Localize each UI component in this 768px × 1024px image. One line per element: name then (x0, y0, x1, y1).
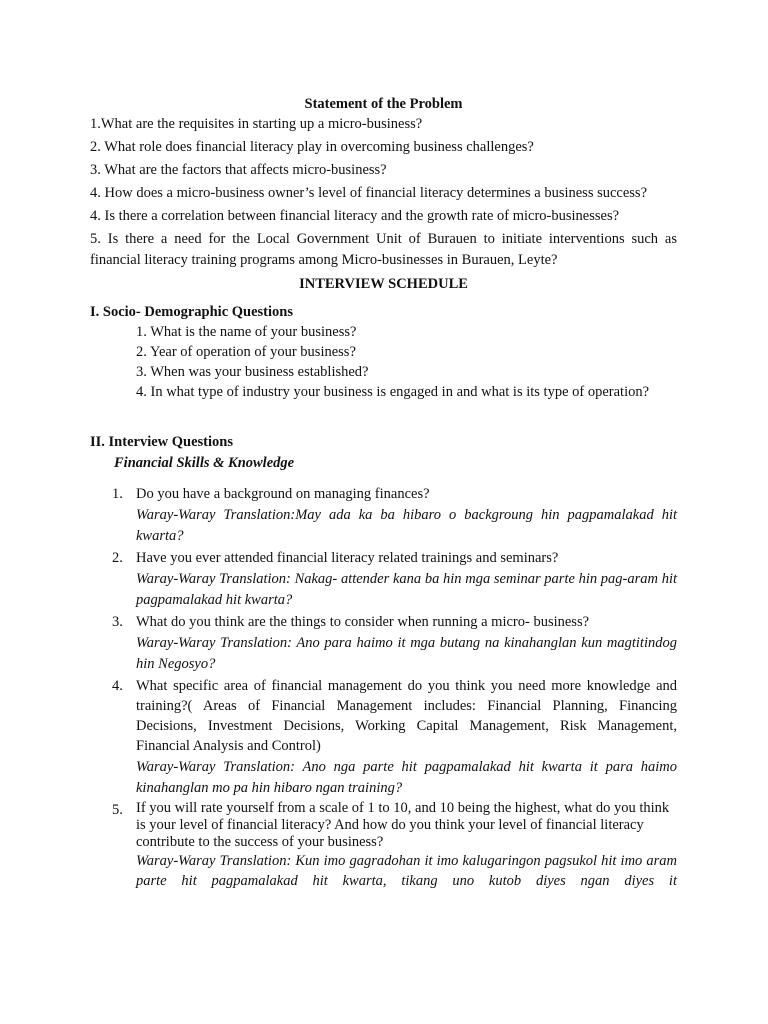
question-number: 5. (112, 802, 123, 818)
interview-question (90, 676, 677, 798)
interview-question (90, 484, 677, 546)
question-text: What specific area of financial management do you think you need more knowledge and training?( Areas of Financial Management includes: Financial Planning, Financing Decisions, Investment Decisions, Working Capital Management, Risk Management, Financial Analysis and Control) (136, 678, 677, 754)
socio-heading: I. Socio- Demographic Questions (90, 304, 293, 320)
question-number: 3. (112, 614, 123, 630)
question-translation: Waray-Waray Translation: Nakag- attender kana ba hin mga seminar parte hin pag-aram hit pagpamalakad hit kwarta? (136, 571, 677, 608)
interview-question (90, 612, 677, 674)
socio-item: 2. Year of operation of your business? (136, 344, 356, 360)
problem-item-1: 1.What are the requisites in starting up a micro-business? (90, 116, 423, 132)
socio-item: 1. What is the name of your business? (136, 324, 357, 340)
question-translation: Waray-Waray Translation: Kun imo gagradohan it imo kalugaringon pagsukol hit imo aram parte hit pagpamalakad hit kwarta, tikang uno kutob diyes ngan diyes it (136, 853, 677, 889)
question-number: 1. (112, 486, 123, 502)
financial-skills-subheading: Financial Skills & Knowledge (114, 455, 295, 471)
question-translation: Waray-Waray Translation: Ano nga parte hit pagpamalakad hit kwarta it para haimo kinahanglan mo pa hin hibaro ngan training? (136, 759, 677, 796)
question-translation: Waray-Waray Translation: Ano para haimo it mga butang na kinahanglan kun magtitindog hin Negosyo? (136, 635, 677, 672)
question-number: 2. (112, 550, 123, 566)
socio-list (90, 322, 677, 402)
question-text: Do you have a background on managing finances? (136, 486, 430, 502)
question-number: 4. (112, 678, 123, 694)
question-translation: Waray-Waray Translation:May ada ka ba hibaro o backgroung hin pagpamalakad hit kwarta? (136, 507, 677, 544)
problem-item-5: 4. Is there a correlation between financial literacy and the growth rate of micro-businesses? (90, 208, 620, 224)
question-text: What do you think are the things to consider when running a micro- business? (136, 614, 590, 630)
problem-item-3: 3. What are the factors that affects micro-business? (90, 162, 387, 178)
socio-item: 3. When was your business established? (136, 364, 369, 380)
problem-item-4: 4. How does a micro-business owner’s level of financial literacy determines a business success? (90, 185, 648, 201)
question-text: Have you ever attended financial literacy related trainings and seminars? (136, 550, 559, 566)
problem-item-6: 5. Is there a need for the Local Government Unit of Burauen to initiate interventions such as financial literacy training programs among Micro-businesses in Burauen, Leyte? (90, 231, 677, 268)
question-text: If you will rate yourself from a scale of 1 to 10, and 10 being the highest, what do you think is your level of financial literacy? And how do you think your level of financial literacy contribute to the success of your business? (136, 800, 670, 850)
socio-item: 4. In what type of industry your business is engaged in and what is its type of operation? (136, 384, 650, 400)
section-spacer (90, 402, 677, 432)
interview-heading: II. Interview Questions (90, 434, 233, 450)
problem-item-2: 2. What role does financial literacy play in overcoming business challenges? (90, 139, 534, 155)
interview-question (90, 548, 677, 610)
interview-question (90, 800, 677, 891)
interview-schedule-title: INTERVIEW SCHEDULE (299, 276, 468, 292)
document-page (90, 94, 677, 893)
statement-title: Statement of the Problem (304, 96, 463, 112)
